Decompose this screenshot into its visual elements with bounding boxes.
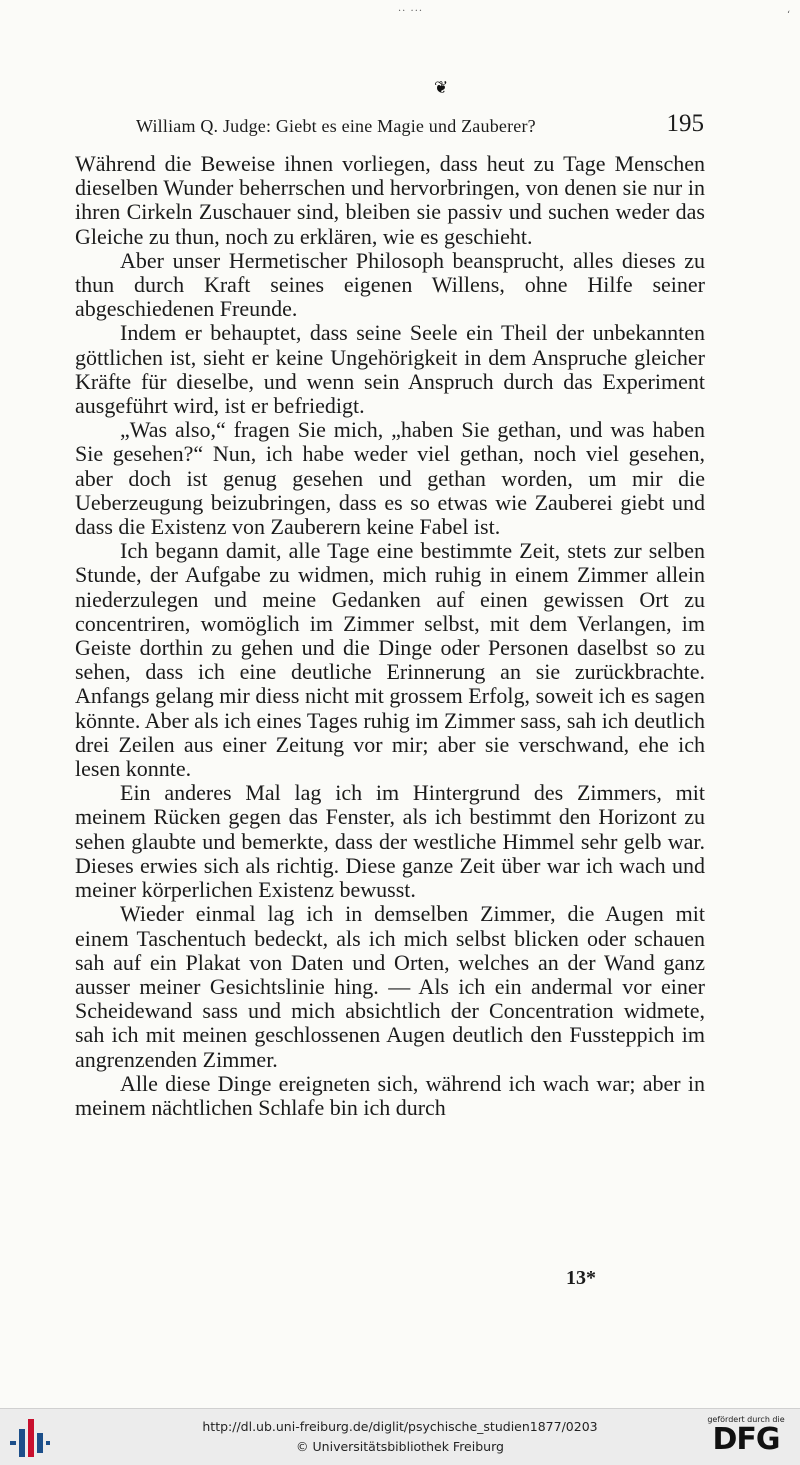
paragraph-8: Alle diese Dinge ereigneten sich, während ich wach war; aber in meinem nächtlichen Schlafe bin ich durch <box>75 1070 705 1120</box>
paragraph-2: Aber unser Hermetischer Philosoph beansprucht, alles dieses zu thun durch Kraft seines eigenen Willens, ohne Hilfe seiner abgeschiedenen Freunde. <box>75 247 705 322</box>
fleuron-icon: ❦ <box>434 78 449 98</box>
funder-caption: gefördert durch die <box>707 1415 785 1424</box>
signature-mark: 13* <box>566 1267 596 1289</box>
scan-artifact-top: ·· ··· <box>398 6 424 17</box>
paragraph-7: Wieder einmal lag ich in demselben Zimmer, die Augen mit einem Taschentuch bedeckt, als ich mich selbst blicken oder schauen sah auf ein Plakat von Daten und Orten, welches an der Wand ganz ausser meiner Gesichtslinie hing. — Als ich ein andermal vor einer Scheidewand sass und mich absichtlich der Concentration widmete, sah ich mit meinen geschlossenen Augen deutlich den Fussteppich im angrenzenden Zimmer. <box>75 901 705 1072</box>
copyright-text: © Universitätsbibliothek Freiburg <box>296 1439 504 1454</box>
dfg-logo[interactable] <box>700 1415 792 1456</box>
paragraph-1: Während die Beweise ihnen vorliegen, dass heut zu Tage Menschen dieselben Wunder beherrschen und hervorbringen, von denen sie nur in ihren Cirkeln Zuschauer sind, bleiben sie passiv und suchen weder das Gleiche zu thun, noch zu erklären, wie es geschieht. <box>75 151 705 249</box>
body-text <box>75 152 705 1120</box>
paragraph-4: „Was also,“ fragen Sie mich, „haben Sie gethan, und was haben Sie gesehen?“ Nun, ich habe weder viel gethan, noch viel gesehen, aber doch ist genug gesehen und gethan worden, um mir die Ueberzeugung beizubringen, dass es so etwas wie Zauberei giebt und dass die Existenz von Zauberern keine Fabel ist. <box>75 417 705 540</box>
scan-artifact-corner: ‘ <box>786 10 790 21</box>
page-number: 195 <box>666 110 704 137</box>
paragraph-6: Ein anderes Mal lag ich im Hintergrund des Zimmers, mit meinem Rücken gegen das Fenster, als ich bestimmt den Horizont zu sehen glaubte und bemerkte, dass der westliche Himmel sehr gelb war. Dieses erwies sich als richtig. Diese ganze Zeit über war ich wach und meiner körperlichen Existenz bewusst. <box>75 780 705 903</box>
running-title: William Q. Judge: Giebt es eine Magie und Zauberer? <box>136 116 536 136</box>
running-head <box>136 110 704 140</box>
source-url-link[interactable]: http://dl.ub.uni-freiburg.de/diglit/psychische_studien1877/0203 <box>202 1419 598 1434</box>
paragraph-5: Ich begann damit, alle Tage eine bestimmte Zeit, stets zur selben Stunde, der Aufgabe zu widmen, mich ruhig in einem Zimmer allein niederzulegen und meine Gedanken auf einen gewissen Ort zu concentriren, womöglich im Zimmer selbst, mit dem Verlangen, im Geiste dorthin zu gehen und die Dinge oder Personen daselbst so zu sehen, dass ich eine deutliche Erinnerung an sie zurückbrachte. Anfangs gelang mir diess nicht mit grossem Erfolg, soweit ich es sagen könnte. Aber als ich eines Tages ruhig im Zimmer sass, sah ich deutlich drei Zeilen aus einer Zeitung vor mir; aber sie verschwand, ehe ich lesen konnte. <box>75 538 705 782</box>
paragraph-3: Indem er behauptet, dass seine Seele ein Theil der unbekannten göttlichen ist, sieht er keine Ungehörigkeit in dem Anspruche gleicher Kräfte für dieselbe, und wenn sein Anspruch durch das Experiment ausgeführt wird, ist er befriedigt. <box>75 320 705 419</box>
dfg-logo-text: DFG <box>712 1422 780 1457</box>
footer-bar <box>0 1408 800 1465</box>
